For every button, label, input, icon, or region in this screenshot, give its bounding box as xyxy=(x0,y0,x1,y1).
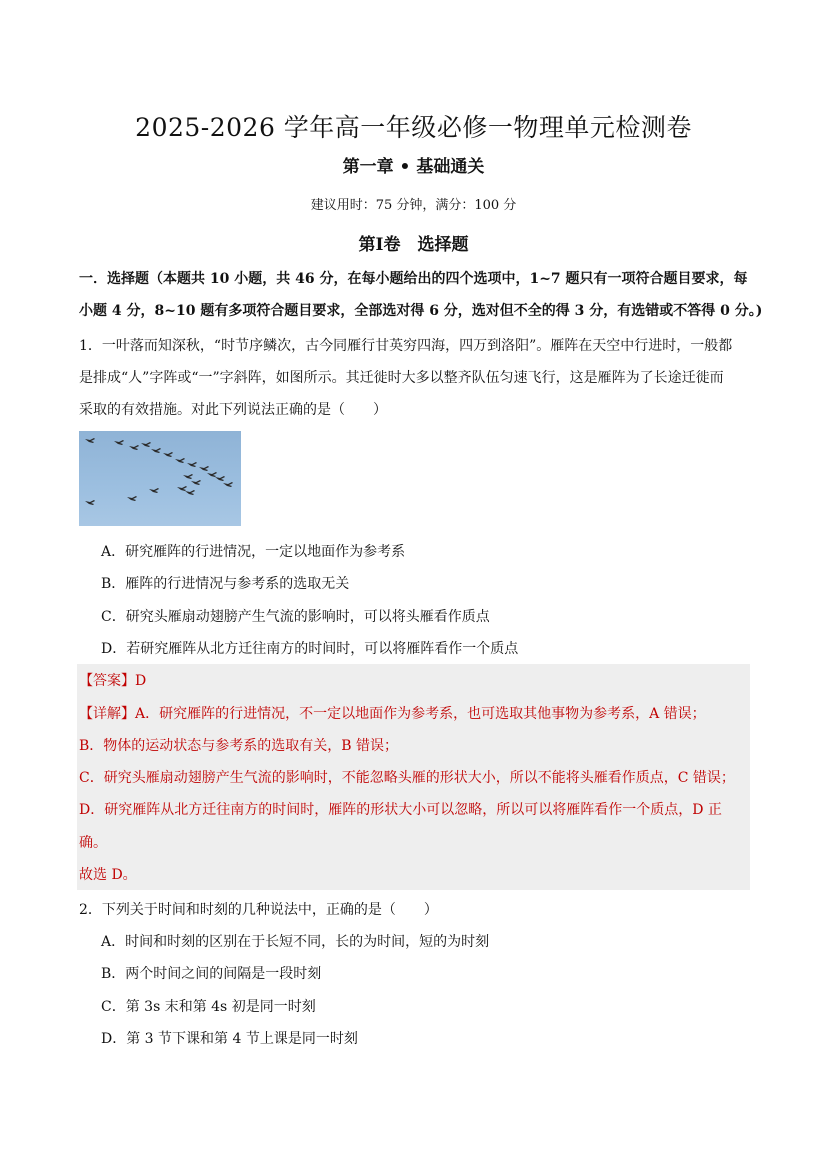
q1-answer: 【答案】D xyxy=(79,673,147,689)
page-title: 2025-2026 学年高一年级必修一物理单元检测卷 xyxy=(135,113,692,142)
q2-stem: 2．下列关于时间和时刻的几种说法中，正确的是（ ） xyxy=(79,902,438,918)
q1-stem-line-2: 是排成“人”字阵或“一”字斜阵，如图所示。其迁徙时大多以整齐队伍匀速飞行，这是雁阵为了长途迁徙而 xyxy=(79,370,724,386)
goose-silhouette xyxy=(127,496,137,501)
q2-option-d[interactable]: D．第 3 节下课和第 4 节上课是同一时刻 xyxy=(101,1031,358,1047)
q1-detail-line-2: B．物体的运动状态与参考系的选取有关，B 错误； xyxy=(79,738,399,754)
section-heading: 第Ⅰ卷 选择题 xyxy=(358,235,469,255)
chapter-subtitle: 第一章 • 基础通关 xyxy=(342,157,485,177)
geese-illustration xyxy=(79,431,241,526)
goose-silhouette xyxy=(199,466,209,471)
q2-option-b[interactable]: B．两个时间之间的间隔是一段时刻 xyxy=(101,966,322,982)
goose-silhouette xyxy=(191,480,201,485)
q1-detail-line-6: 故选 D。 xyxy=(79,867,137,883)
goose-silhouette xyxy=(141,442,151,447)
q1-detail-line-4: D．研究雁阵从北方迁往南方的时间时，雁阵的形状大小可以忽略，所以可以将雁阵看作一个质点，D 正 xyxy=(79,802,722,818)
q2-option-c[interactable]: C．第 3s 末和第 4s 初是同一时刻 xyxy=(101,999,316,1015)
q2-option-a[interactable]: A．时间和时刻的区别在于长短不同，长的为时间，短的为时刻 xyxy=(101,934,490,950)
goose-silhouette xyxy=(175,458,185,463)
goose-silhouette xyxy=(151,448,161,453)
goose-silhouette xyxy=(177,486,187,491)
instructions-line-1: 一．选择题（本题共 10 小题，共 46 分，在每小题给出的四个选项中，1~7 题只有一项符合题目要求，每 xyxy=(79,271,748,287)
q1-detail-line-5: 确。 xyxy=(79,835,107,851)
goose-silhouette xyxy=(185,490,195,495)
goose-silhouette xyxy=(215,476,225,481)
exam-meta: 建议用时：75 分钟，满分：100 分 xyxy=(310,198,517,213)
goose-silhouette xyxy=(85,438,95,443)
goose-silhouette xyxy=(183,474,193,479)
goose-silhouette xyxy=(187,462,197,467)
q1-stem-line-1: 1．一叶落而知深秋，“时节序鳞次，古今同雁行甘英穷四海，四万到洛阳”。雁阵在天空中行进时，一般都 xyxy=(79,338,733,354)
goose-silhouette xyxy=(114,440,124,445)
geese-formation-photo xyxy=(79,431,241,526)
q1-option-c[interactable]: C．研究头雁扇动翅膀产生气流的影响时，可以将头雁看作质点 xyxy=(101,609,490,625)
q1-option-b[interactable]: B．雁阵的行进情况与参考系的选取无关 xyxy=(101,576,350,592)
q1-detail-line-1: 【详解】A．研究雁阵的行进情况，不一定以地面作为参考系，也可选取其他事物为参考系，A 错误； xyxy=(79,706,706,722)
q1-option-a[interactable]: A．研究雁阵的行进情况，一定以地面作为参考系 xyxy=(101,544,406,560)
goose-silhouette xyxy=(163,452,173,457)
goose-silhouette xyxy=(85,500,95,505)
goose-silhouette xyxy=(129,445,139,450)
q1-detail-line-3: C．研究头雁扇动翅膀产生气流的影响时，不能忽略头雁的形状大小，所以不能将头雁看作质点，C 错误； xyxy=(79,770,735,786)
q1-option-d[interactable]: D．若研究雁阵从北方迁往南方的时间时，可以将雁阵看作一个质点 xyxy=(101,641,519,657)
instructions-line-2: 小题 4 分，8~10 题有多项符合题目要求，全部选对得 6 分，选对但不全的得 3 分，有选错或不答得 0 分。) xyxy=(79,303,763,319)
goose-silhouette xyxy=(223,482,233,487)
goose-silhouette xyxy=(149,488,159,493)
goose-silhouette xyxy=(207,472,217,477)
q1-stem-line-3: 采取的有效措施。对此下列说法正确的是（ ） xyxy=(79,402,387,418)
